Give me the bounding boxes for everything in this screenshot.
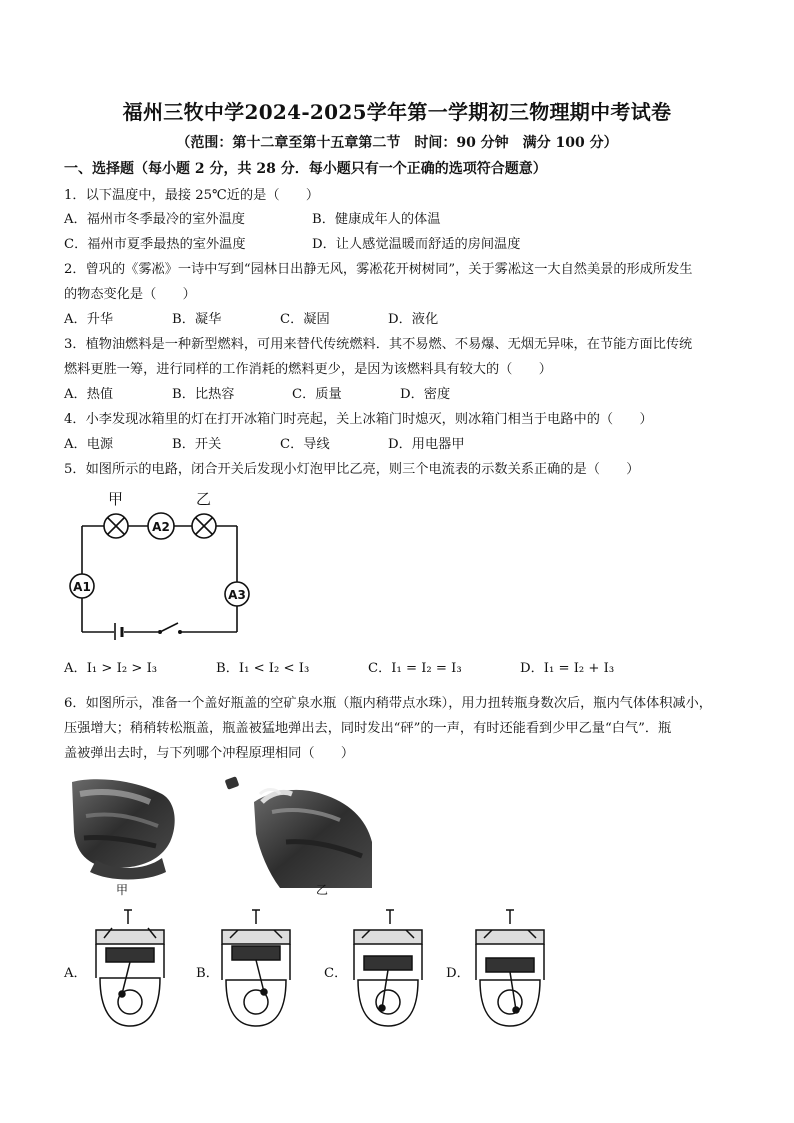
switch-icon — [158, 623, 182, 634]
q4-stem: 4．小李发现冰箱里的灯在打开冰箱门时亮起，关上冰箱门时熄灭，则冰箱门相当于电路中的（ ） — [64, 412, 653, 427]
q4-option-c: C．导线 — [280, 437, 330, 452]
q6-stem-line3: 盖被弹出去时，与下列哪个冲程原理相同（ ） — [64, 746, 355, 761]
q5-option-b: B．I₁ < I₂ < I₃ — [216, 661, 310, 676]
q1-option-a: A．福州市冬季最冷的室外温度 — [64, 212, 245, 227]
q1-stem: 1．以下温度中，最接 25℃近的是（ ） — [64, 188, 320, 203]
q2-option-b: B．凝华 — [172, 312, 222, 327]
q6-stem-line1: 6．如图所示，准备一个盖好瓶盖的空矿泉水瓶（瓶内稍带点水珠），用力扭转瓶身数次后，瓶内气体体积减小， — [64, 696, 712, 711]
q6-stem-line2: 压强增大；稍稍转松瓶盖，瓶盖被猛地弹出去，同时发出“砰”的一声，有时还能看到少甲乙量“白气”．瓶 — [64, 721, 672, 736]
lamp-jia-icon — [104, 514, 128, 538]
lamp-jia-label: 甲 — [108, 490, 124, 508]
photo-yi-hands-icon — [254, 790, 372, 889]
q3-stem-line1: 3．植物油燃料是一种新型燃料，可用来替代传统燃料．其不易燃、不易爆、无烟无异味，在节能方面比传统 — [64, 337, 693, 352]
q3-option-d: D．密度 — [400, 387, 451, 402]
engine-a-icon — [90, 908, 170, 1032]
section-heading: 一、选择题（每小题 2 分，共 28 分．每小题只有一个正确的选项符合题意） — [64, 161, 547, 177]
q2-stem-line1: 2．曾巩的《雾凇》一诗中写到“园林日出静无风，雾凇花开树树同”，关于雾凇这一大自然美景的形成所发生 — [64, 262, 693, 277]
ammeter-a2-icon — [148, 513, 174, 539]
q6-option-c: C． — [324, 966, 348, 981]
photo-yi-label: 乙 — [316, 883, 329, 897]
q2-option-c: C．凝固 — [280, 312, 330, 327]
lamp-yi-icon — [192, 514, 216, 538]
ammeter-a1-label: A1 — [73, 580, 91, 594]
circuit-diagram — [62, 486, 252, 640]
q1-option-c: C．福州市夏季最热的室外温度 — [64, 237, 246, 252]
engine-b-icon — [216, 908, 296, 1032]
q5-stem: 5．如图所示的电路，闭合开关后发现小灯泡甲比乙亮，则三个电流表的示数关系正确的是（ ） — [64, 462, 640, 477]
q2-option-a: A．升华 — [64, 312, 114, 327]
q4-option-a: A．电源 — [64, 437, 114, 452]
q4-option-d: D．用电器甲 — [388, 437, 465, 452]
q1-option-b: B．健康成年人的体温 — [312, 212, 441, 227]
q3-option-c: C．质量 — [292, 387, 342, 402]
q2-option-d: D．液化 — [388, 312, 439, 327]
ammeter-a2-label: A2 — [152, 520, 170, 534]
ammeter-a3-icon — [225, 582, 249, 606]
ammeter-a3-label: A3 — [228, 588, 246, 602]
q1-option-d: D．让人感觉温暖而舒适的房间温度 — [312, 237, 521, 252]
engine-d-icon — [470, 908, 550, 1032]
bottle-cap-icon — [225, 776, 240, 790]
engine-c-icon — [348, 908, 428, 1032]
battery-icon — [115, 623, 122, 640]
q3-option-b: B．比热容 — [172, 387, 235, 402]
photo-jia-hands-icon — [72, 779, 175, 879]
q2-stem-line2: 的物态变化是（ ） — [64, 287, 196, 302]
q5-option-a: A．I₁ > I₂ > I₃ — [64, 661, 158, 676]
q6-option-b: B． — [196, 966, 219, 981]
q3-option-a: A．热值 — [64, 387, 114, 402]
q5-option-d: D．I₁ = I₂ + I₃ — [520, 661, 615, 676]
q5-option-c: C．I₁ = I₂ = I₃ — [368, 661, 462, 676]
q6-option-a: A． — [64, 966, 87, 981]
exam-title: 福州三牧中学2024-2025学年第一学期初三物理期中考试卷 — [122, 100, 672, 124]
q3-stem-line2: 燃料更胜一筹，进行同样的工作消耗的燃料更少，是因为该燃料具有较大的（ ） — [64, 362, 552, 377]
lamp-yi-label: 乙 — [196, 490, 212, 508]
q6-option-d: D． — [446, 966, 470, 981]
photo-jia-label: 甲 — [116, 883, 129, 897]
q4-option-b: B．开关 — [172, 437, 222, 452]
ammeter-a1-icon — [70, 574, 94, 598]
exam-subtitle: （范围：第十二章至第十五章第二节 时间：90 分钟 满分 100 分） — [176, 135, 618, 151]
bottle-photos — [66, 772, 384, 900]
